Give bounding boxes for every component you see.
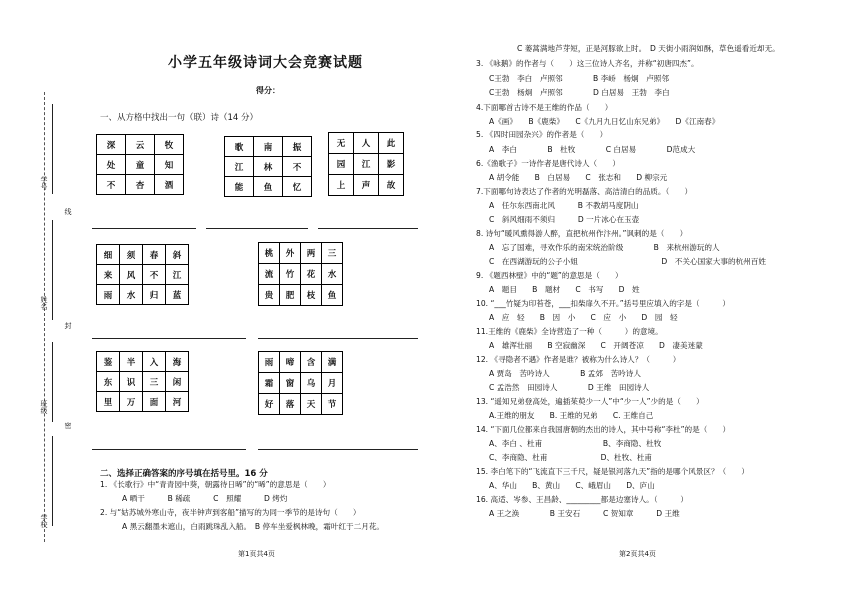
grid-cell: 三 [322, 243, 343, 264]
question-text: 14. “下面几位都来自我国唐朝的杰出的诗人，其中号称“李杜”的是（ ） [476, 425, 731, 434]
margin-blank-line [52, 104, 53, 194]
margin-label-class: 班级 [40, 400, 48, 414]
grid-cell: 林 [254, 157, 283, 177]
grid-row [259, 243, 343, 264]
grid-cell: 能 [225, 177, 254, 197]
question-text: 4.下面哪首古诗不是王维的作品（ ） [476, 103, 613, 112]
grid-cell: 江 [225, 157, 254, 177]
char-grid-6 [96, 351, 189, 412]
grid-cell: 鱼 [254, 177, 283, 197]
grid-cell: 水 [322, 264, 343, 285]
answer-line[interactable] [206, 228, 308, 229]
question-options: C王勃 杨炯 卢照邻 D 白居易 王勃 李白 [489, 88, 670, 97]
grid-row [97, 175, 184, 195]
grid-cell: 不 [283, 157, 312, 177]
grid-cell: 童 [126, 155, 155, 175]
grid-cell: 窗 [280, 373, 301, 394]
grid-row [259, 285, 343, 306]
grid-cell: 酒 [155, 175, 184, 195]
grid-cell: 蓝 [166, 285, 189, 305]
grid-cell: 闲 [166, 372, 189, 392]
question-text: 16. 高适、岑参、王昌龄、_________都是边塞诗人。（ ） [476, 495, 688, 504]
grid-cell: 江 [166, 265, 189, 285]
grid-cell: 外 [280, 243, 301, 264]
grid-cell: 流 [259, 264, 280, 285]
grid-cell: 此 [379, 133, 404, 154]
grid-cell: 牧 [155, 135, 184, 155]
answer-line[interactable] [92, 228, 196, 229]
question-options: A 任尔东西南北风 B 不教胡马度阴山 [489, 201, 639, 210]
grid-cell: 河 [166, 392, 189, 412]
char-grid-7 [258, 351, 343, 415]
grid-cell: 雨 [97, 285, 120, 305]
grid-cell: 桃 [259, 243, 280, 264]
grid-row [97, 245, 189, 265]
margin-label-name: 姓名 [40, 296, 48, 310]
grid-row [97, 155, 184, 175]
grid-cell: 月 [322, 373, 343, 394]
question-options: C、李商隐、杜甫 D、杜牧、杜甫 [489, 453, 653, 462]
grid-cell: 处 [97, 155, 126, 175]
grid-cell: 半 [120, 352, 143, 372]
question-text: 8. 诗句“暖风熏得游人醉，直把杭州作汴州。”讽刺的是（ ） [476, 229, 688, 238]
grid-cell: 无 [329, 133, 354, 154]
question-options: A 题目 B 题材 C 书写 D 姓 [489, 285, 640, 294]
question-text: C 蒌蒿满地芦芽短，正是河豚欲上时。 D 天街小雨润如酥，草色遥看近却无。 [517, 44, 780, 53]
margin-mark-line: 线 [64, 208, 72, 215]
grid-cell: 花 [301, 264, 322, 285]
question-options: A 胡令能 B 白居易 C 张志和 D 柳宗元 [489, 173, 668, 182]
grid-row [329, 175, 404, 196]
grid-row [97, 352, 189, 372]
grid-cell: 天 [301, 394, 322, 415]
grid-cell: 东 [97, 372, 120, 392]
question-text: 12. 《寻隐者不遇》作者是谁？被称为什么诗人？（ ） [476, 355, 681, 364]
grid-row [259, 352, 343, 373]
page-footer: 第2页共4页 [619, 550, 656, 558]
grid-cell: 海 [166, 352, 189, 372]
char-grid-5 [258, 242, 343, 306]
grid-row [97, 392, 189, 412]
question-options: C 在西湖游玩的公子小姐 D 不关心国家大事的杭州百姓 [489, 257, 766, 266]
question-text: 15. 李白笔下的“飞流直下三千尺，疑是银河落九天”指的是哪个风景区？（ ） [476, 467, 749, 476]
grid-cell: 人 [354, 133, 379, 154]
question-options: A 雄浑壮丽 B 空寂幽深 C 开阔苍凉 D 凄美迷蒙 [489, 341, 703, 350]
grid-cell: 好 [259, 394, 280, 415]
grid-row [225, 177, 312, 197]
grid-row [329, 154, 404, 175]
grid-cell: 两 [301, 243, 322, 264]
grid-cell: 江 [354, 154, 379, 175]
grid-row [329, 133, 404, 154]
grid-cell: 水 [120, 285, 143, 305]
grid-cell: 深 [97, 135, 126, 155]
grid-cell: 南 [254, 137, 283, 157]
grid-cell: 节 [322, 394, 343, 415]
grid-cell: 不 [97, 175, 126, 195]
margin-label-student-number: 学号 [40, 176, 48, 190]
question-options: A 贾岛 苦吟诗人 B 孟郊 苦吟诗人 [489, 369, 641, 378]
grid-cell: 含 [301, 352, 322, 373]
grid-cell: 贵 [259, 285, 280, 306]
section2-title: 二、选择正确答案的序号填在括号里。16 分 [100, 469, 268, 479]
answer-line[interactable] [258, 449, 418, 450]
grid-cell: 斜 [166, 245, 189, 265]
question-options: A 忘了国难，寻欢作乐的南宋统治阶级 B 来杭州游玩的人 [489, 243, 720, 252]
question-options: A 李白 B 杜牧 C 白居易 D范成大 [489, 145, 696, 154]
grid-row [225, 137, 312, 157]
question-text: 1. 《长歌行》中“青青园中葵，朝露待日晞”的“晞”的意思是（ ） [100, 480, 331, 489]
grid-cell: 满 [322, 352, 343, 373]
question-text: 9. 《题西林壁》中的“题”的意思是（ ） [476, 271, 623, 280]
grid-cell: 肥 [280, 285, 301, 306]
question-text: 3. 《咏鹅》的作者与（ ）这三位诗人齐名，并称“初唐四杰”。 [476, 59, 699, 68]
grid-cell: 乌 [301, 373, 322, 394]
grid-cell: 园 [329, 154, 354, 175]
char-grid-2 [224, 136, 312, 197]
grid-cell: 落 [280, 394, 301, 415]
grid-cell: 面 [143, 392, 166, 412]
grid-cell: 须 [120, 245, 143, 265]
question-options: A 黑云翻墨未遮山，白雨跳珠乱入船。 B 停车坐爱枫林晚，霜叶红于二月花。 [122, 522, 385, 531]
answer-line[interactable] [92, 449, 246, 450]
question-text: 13. “遥知兄弟登高处，遍插茱萸少一人”中“少一人”少的是（ ） [476, 397, 704, 406]
grid-cell: 万 [120, 392, 143, 412]
grid-row [97, 265, 189, 285]
grid-cell: 影 [379, 154, 404, 175]
question-options: A.王维的朋友 B. 王维的兄弟 C. 王维自己 [489, 411, 654, 420]
grid-cell: 霜 [259, 373, 280, 394]
question-text: 11.王维的《鹿柴》全诗营造了一种（ ）的意境。 [476, 327, 663, 336]
question-text: 6.《渔歌子》一诗作者是唐代诗人（ ） [476, 159, 620, 168]
question-options: A、李白 、杜甫 B、李商隐、杜牧 [489, 439, 662, 448]
grid-cell: 识 [120, 372, 143, 392]
question-options: A《画》 B《鹿柴》 C《九月九日忆山东兄弟》 D《江南春》 [489, 117, 720, 126]
grid-cell: 竹 [280, 264, 301, 285]
question-options: A 晒干 B 稀疏 C 照耀 D 烤灼 [122, 494, 288, 503]
question-text: 7.下面哪句诗表达了作者的光明磊落、高洁清白的品质。（ ） [476, 187, 693, 196]
grid-cell: 歌 [225, 137, 254, 157]
answer-line[interactable] [318, 228, 418, 229]
grid-cell: 鉴 [97, 352, 120, 372]
grid-cell: 细 [97, 245, 120, 265]
grid-cell: 云 [126, 135, 155, 155]
score-label: 得分： [256, 86, 280, 95]
grid-row [259, 264, 343, 285]
grid-cell: 风 [120, 265, 143, 285]
grid-cell: 枝 [301, 285, 322, 306]
grid-cell: 不 [143, 265, 166, 285]
grid-row [97, 135, 184, 155]
grid-cell: 雨 [259, 352, 280, 373]
grid-row [259, 373, 343, 394]
grid-cell: 忆 [283, 177, 312, 197]
char-grid-1 [96, 134, 184, 195]
grid-cell: 啼 [280, 352, 301, 373]
grid-cell: 入 [143, 352, 166, 372]
char-grid-3 [328, 132, 404, 196]
grid-cell: 故 [379, 175, 404, 196]
answer-line[interactable] [92, 338, 246, 339]
grid-cell: 鱼 [322, 285, 343, 306]
grid-row [259, 394, 343, 415]
question-text: 10. “___竹疑为印苔苍，___扣柴扉久不开。”括号里应填入的字是（ ） [476, 299, 730, 308]
question-options: C 斜风细雨不须归 D 一片冰心在玉壶 [489, 215, 640, 224]
grid-row [97, 372, 189, 392]
grid-cell: 来 [97, 265, 120, 285]
question-options: C 孟浩然 田园诗人 D 王维 田园诗人 [489, 383, 650, 392]
answer-line[interactable] [258, 338, 418, 339]
grid-cell: 里 [97, 392, 120, 412]
question-text: 5. 《四时田园杂兴》的作者是（ ） [476, 130, 608, 139]
grid-row [97, 285, 189, 305]
question-options: A 应 轻 B 因 小 C 应 小 D 园 轻 [489, 313, 678, 322]
page-title: 小学五年级诗词大会竞赛试题 [168, 55, 363, 71]
margin-label-school: 学校 [40, 514, 48, 528]
grid-cell: 归 [143, 285, 166, 305]
grid-cell: 三 [143, 372, 166, 392]
grid-cell: 上 [329, 175, 354, 196]
question-text: 2. 与“姑苏城外寒山寺，夜半钟声到客船”描写的为同一季节的是诗句（ ） [100, 508, 361, 517]
grid-cell: 杏 [126, 175, 155, 195]
grid-row [225, 157, 312, 177]
margin-blank-line [52, 436, 53, 526]
binding-dashed-line [44, 92, 45, 542]
question-options: A、华山 B、黄山 C、峨眉山 D、庐山 [489, 481, 655, 490]
grid-cell: 知 [155, 155, 184, 175]
question-options: A 王之涣 B 王安石 C 贺知章 D 王维 [489, 509, 680, 518]
margin-blank-line [52, 342, 53, 422]
char-grid-4 [96, 244, 189, 305]
grid-cell: 声 [354, 175, 379, 196]
margin-blank-line [52, 220, 53, 320]
question-options: C王勃 李白 卢照邻 B 李峤 杨炯 卢照邻 [489, 74, 669, 83]
margin-mark-seal: 封 [64, 322, 72, 329]
margin-mark-secret: 密 [64, 422, 72, 429]
grid-cell: 春 [143, 245, 166, 265]
grid-cell: 振 [283, 137, 312, 157]
section1-title: 一、从方格中找出一句（联）诗（14 分） [100, 113, 259, 123]
page-footer: 第1页共4页 [238, 550, 275, 558]
